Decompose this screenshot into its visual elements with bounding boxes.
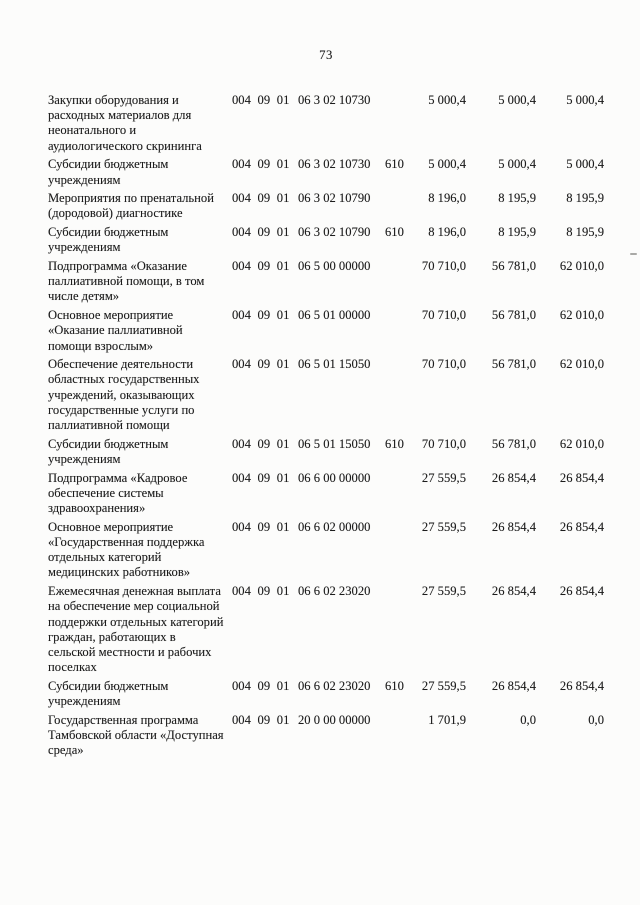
row-amount-3: 26 854,4 (559, 584, 604, 599)
table-row (48, 471, 604, 517)
row-vr-code: 610 (385, 678, 404, 693)
row-grbs-code: 004 09 01 (232, 308, 290, 323)
row-amount-3: 8 195,9 (566, 191, 604, 206)
table-row (48, 259, 604, 305)
row-csr-code: 06 5 01 15050 (298, 357, 371, 372)
row-grbs-code: 004 09 01 (232, 225, 290, 240)
row-name-cell: Подпрограмма «Кадровое обеспечение системы здравоохранения» (48, 470, 188, 516)
row-name-cell: Субсидии бюджетным учреждениям (48, 157, 169, 187)
row-amount-2: 26 854,4 (491, 584, 536, 599)
row-amount-1: 27 559,5 (421, 678, 466, 693)
row-grbs-code: 004 09 01 (232, 470, 290, 485)
row-vr-code: 610 (385, 225, 404, 240)
table-row (48, 157, 604, 187)
row-amount-2: 26 854,4 (491, 470, 536, 485)
row-amount-1: 8 196,0 (428, 225, 466, 240)
row-amount-2: 5 000,4 (498, 93, 536, 107)
row-vr-code: 610 (385, 157, 404, 172)
row-name-cell: Закупки оборудования и расходных материалов для неонатального и аудиологического скрининга (48, 93, 202, 153)
row-grbs-code: 004 09 01 (232, 712, 290, 727)
row-vr-code: 610 (385, 436, 404, 451)
row-name-cell: Подпрограмма «Оказание паллиативной помощи, в том числе детям» (48, 259, 205, 304)
row-name-cell: Государственная программа Тамбовской области «Доступная среда» (48, 712, 224, 758)
row-amount-1: 70 710,0 (421, 436, 466, 451)
row-csr-code: 06 5 00 00000 (298, 259, 371, 274)
row-amount-3: 62 010,0 (559, 357, 604, 372)
row-amount-1: 27 559,5 (421, 470, 466, 485)
row-amount-3: 26 854,4 (559, 470, 604, 485)
row-grbs-code: 004 09 01 (232, 191, 290, 206)
row-name-cell: Субсидии бюджетным учреждениям (48, 225, 169, 255)
table-row (48, 357, 604, 433)
row-grbs-code: 004 09 01 (232, 357, 290, 372)
table-row (48, 520, 604, 581)
row-csr-code: 06 5 01 00000 (298, 308, 371, 323)
row-csr-code: 06 3 02 10790 (298, 191, 371, 206)
row-csr-code: 06 6 02 00000 (298, 519, 371, 534)
row-amount-3: 8 195,9 (566, 225, 604, 240)
row-amount-3: 5 000,4 (566, 93, 604, 107)
row-grbs-code: 004 09 01 (232, 157, 290, 172)
row-amount-1: 5 000,4 (428, 157, 466, 172)
row-csr-code: 06 6 02 23020 (298, 584, 371, 599)
row-amount-2: 0,0 (520, 712, 536, 727)
document-page (48, 0, 604, 762)
row-amount-2: 26 854,4 (491, 519, 536, 534)
row-amount-3: 0,0 (588, 712, 604, 727)
table-row (48, 584, 604, 675)
row-amount-2: 26 854,4 (491, 678, 536, 693)
row-amount-3: 5 000,4 (566, 157, 604, 172)
row-grbs-code: 004 09 01 (232, 678, 290, 693)
row-amount-2: 56 781,0 (491, 357, 536, 372)
page-number: 73 (319, 48, 333, 62)
row-amount-1: 70 710,0 (421, 259, 466, 274)
row-amount-3: 62 010,0 (559, 436, 604, 451)
row-amount-2: 5 000,4 (498, 157, 536, 172)
table-row (48, 93, 604, 154)
table-row (48, 679, 604, 709)
row-name-cell: Субсидии бюджетным учреждениям (48, 678, 169, 709)
row-amount-1: 70 710,0 (421, 357, 466, 372)
row-name-cell: Основное мероприятие «Государственная поддержка отдельных категорий медицинских работников» (48, 519, 205, 580)
row-amount-2: 8 195,9 (498, 225, 536, 240)
row-name-cell: Мероприятия по пренатальной (дородовой) диагностике (48, 191, 214, 221)
row-name-cell: Основное мероприятие «Оказание паллиативной помощи взрослым» (48, 308, 183, 353)
row-csr-code: 06 5 01 15050 (298, 436, 371, 451)
row-amount-1: 5 000,4 (428, 93, 466, 107)
row-grbs-code: 004 09 01 (232, 93, 290, 107)
row-name-cell: Обеспечение деятельности областных государственных учреждений, оказывающих государственные услуги по паллиативной помощи (48, 357, 200, 433)
row-name-cell: Ежемесячная денежная выплата на обеспечение мер социальной поддержки отдельных категорий граждан, работающих в сельской местности и рабочих поселках (48, 584, 224, 675)
table-row (48, 308, 604, 354)
row-amount-1: 70 710,0 (421, 308, 466, 323)
row-amount-3: 26 854,4 (559, 519, 604, 534)
row-amount-2: 56 781,0 (491, 308, 536, 323)
row-csr-code: 20 0 00 00000 (298, 712, 371, 727)
row-amount-1: 27 559,5 (421, 584, 466, 599)
row-amount-2: 56 781,0 (491, 259, 536, 274)
row-amount-3: 62 010,0 (559, 308, 604, 323)
row-amount-1: 27 559,5 (421, 519, 466, 534)
table-row (48, 191, 604, 221)
table-row (48, 225, 604, 255)
row-name-cell: Субсидии бюджетным учреждениям (48, 436, 169, 466)
row-csr-code: 06 6 02 23020 (298, 678, 371, 693)
row-amount-2: 8 195,9 (498, 191, 536, 206)
table-row (48, 437, 604, 467)
row-csr-code: 06 3 02 10730 (298, 93, 371, 107)
row-amount-1: 1 701,9 (428, 712, 466, 727)
row-csr-code: 06 3 02 10730 (298, 157, 371, 172)
row-csr-code: 06 6 00 00000 (298, 470, 371, 485)
row-grbs-code: 004 09 01 (232, 259, 290, 274)
row-amount-2: 56 781,0 (491, 436, 536, 451)
row-amount-1: 8 196,0 (428, 191, 466, 206)
row-amount-3: 62 010,0 (559, 259, 604, 274)
budget-table (48, 93, 604, 758)
scan-artifact-dash (630, 253, 637, 255)
row-csr-code: 06 3 02 10790 (298, 225, 371, 240)
table-row (48, 713, 604, 759)
row-grbs-code: 004 09 01 (232, 584, 290, 599)
row-amount-3: 26 854,4 (559, 678, 604, 693)
row-grbs-code: 004 09 01 (232, 519, 290, 534)
row-grbs-code: 004 09 01 (232, 436, 290, 451)
